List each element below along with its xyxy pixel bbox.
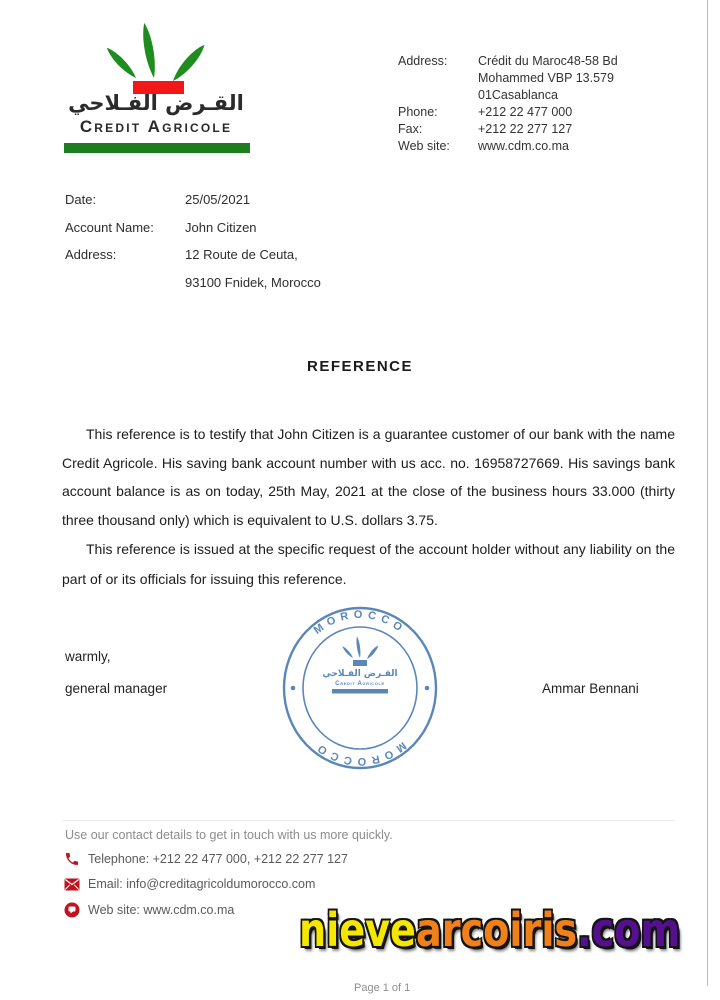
date-row: [65, 192, 405, 207]
account-address-label: Address:: [65, 247, 117, 262]
contact-telephone-text: Telephone: +212 22 477 000, +212 22 277 127: [88, 852, 348, 866]
account-address-row: [65, 247, 405, 262]
page-number: Page 1 of 1: [354, 982, 411, 994]
stamp-bottom-text: MOROCCO: [311, 739, 409, 768]
email-icon: [64, 878, 80, 891]
closing-text: warmly,: [65, 649, 111, 664]
logo-leaves-icon: [62, 12, 252, 97]
stamp-left-dot: [291, 686, 296, 691]
header-fax-row: [398, 121, 688, 138]
contact-website-text: Web site: www.cdm.co.ma: [88, 903, 235, 917]
address-line-1: Crédit du Maroc48-58 Bd: [478, 54, 618, 68]
date-value: 25/05/2021: [185, 192, 251, 207]
header-address-row: [398, 53, 688, 104]
signer-name: Ammar Bennani: [542, 681, 639, 696]
phone-value: +212 22 477 000: [478, 105, 573, 119]
header-contact-block: [398, 53, 688, 155]
logo-green-bar: [64, 143, 250, 153]
reference-paragraph-2: This reference is issued at the specific request of the account holder without any liability on the part of or its officials for issuing this reference.: [62, 541, 675, 587]
address-line-3: 01Casablanca: [478, 88, 558, 102]
svg-text:MOROCCO: [312, 739, 409, 767]
stamp-top-text: MOROCCO: [311, 608, 409, 637]
stamp-logo-icon: [341, 636, 379, 666]
svg-text:MOROCCO: [312, 609, 409, 637]
fax-value: +212 22 277 127: [478, 122, 573, 136]
contact-email-text: Email: info@creditagricoldumorocco.com: [88, 877, 316, 891]
contact-email-row: [64, 877, 315, 891]
page-edge-line: [707, 0, 708, 986]
stamp-right-dot: [425, 686, 430, 691]
phone-label: Phone:: [398, 105, 438, 119]
watermark-part3: .com: [577, 903, 681, 957]
contact-telephone-row: [64, 851, 348, 867]
stamp-bar: [332, 689, 388, 694]
logo-bank-name: Credit Agricole: [79, 117, 233, 136]
account-name-label: Account Name:: [65, 219, 154, 235]
bank-stamp: [273, 596, 447, 780]
account-address-line1: 12 Route de Ceuta,: [185, 247, 298, 262]
reference-title: REFERENCE: [306, 358, 413, 375]
address-line-2: Mohammed VBP 13.579: [478, 71, 614, 85]
document-meta-block: [65, 192, 405, 302]
fax-label: Fax:: [398, 122, 423, 136]
site-watermark: [299, 903, 680, 957]
contact-intro: Use our contact details to get in touch with us more quickly.: [65, 828, 393, 842]
watermark-part2: arcoiris: [415, 903, 578, 957]
website-value: www.cdm.co.ma: [478, 139, 569, 153]
logo-arabic-text: القـرض الفـلاحي: [68, 91, 244, 115]
website-icon: [64, 902, 80, 918]
stamp-arabic-text: القـرض الفـلاحي: [322, 669, 398, 679]
account-name-row: [65, 220, 405, 235]
account-address-row2: [65, 275, 405, 290]
website-label: Web site:: [398, 139, 450, 153]
header-website-row: [398, 138, 688, 155]
stamp-bank-name: Credit Agricole: [335, 680, 385, 687]
watermark-part1: nieve: [299, 903, 416, 957]
contact-website-row: [64, 902, 234, 918]
address-label: Address:: [398, 54, 448, 68]
account-name-value: John Citizen: [185, 219, 257, 235]
telephone-icon: [64, 851, 80, 867]
footer-divider: [62, 820, 675, 821]
bank-logo: [62, 12, 252, 162]
account-address-line2: 93100 Fnidek, Morocco: [185, 274, 321, 290]
reference-paragraph-1: This reference is to testify that John Citizen is a guarantee customer of our bank with the name Credit Agricole. His saving bank account number with us acc. no. 16958727669. His savings bank account balance is as on today, 25th May, 2021 at the close of the business hours 33.000 (thirty three thousand only) which is equivalent to U.S. dollars 3.75.: [62, 426, 675, 528]
date-label: Date:: [65, 192, 97, 207]
header-phone-row: [398, 104, 688, 121]
signer-title: general manager: [65, 681, 168, 696]
